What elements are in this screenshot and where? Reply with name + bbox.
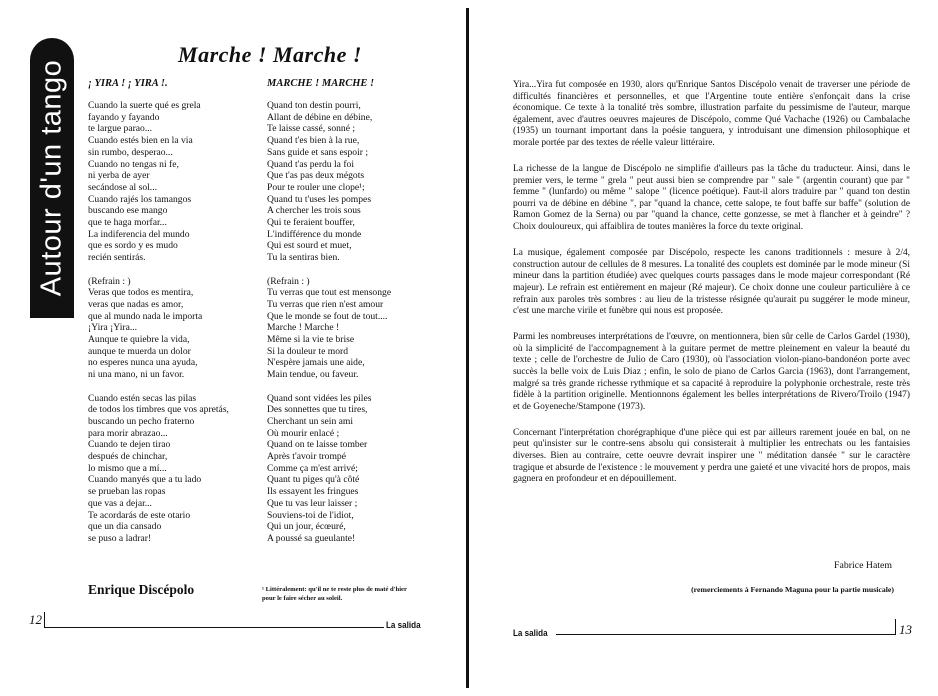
section-tab [30,38,74,318]
poem-line: Cuando te dejen tirao [88,439,171,451]
poem-line: Allant de débine en débine, [267,111,373,123]
poem-line: fayando y fayando [88,111,160,123]
poem-line: Que t'as pas deux mégots [267,170,365,182]
poem-line: Quand ton destin pourri, [267,100,361,111]
poem-line: después de chinchar, [88,451,168,463]
poem-line: Veras que todos es mentira, [88,287,194,299]
poem-line: Pour te rouler une clope¹; [267,181,365,193]
article-text [513,80,910,500]
poem-line: buscando ese mango [88,205,168,217]
right-page [474,0,938,696]
poem-title: Marche ! Marche ! [178,42,362,67]
stanza-gap [267,381,391,393]
poem-line: Qui te feraient bouffer, [267,217,355,229]
article-paragraph: La musique, également composée par Discépolo, respecte les canons traditionnels : mesure à 2/4, construction autour de cellules de 8 mesures. La tonalité des couplets est dominée par le mode mineur (Si mineur dans la partition étudiée) avec quelques courts passages dans le mode majeur correspondant (Ré majeur). Le refrain est entièrement en majeur (Ré majeur). Ce choix donne une couleur particulière à ce refrain aux paroles très sombres : au lieu de la tristesse résignée qu'aurait pu suggérer le mode mineur, c'est une marche virile et funèbre qui nous est proposée. [513,248,910,317]
poem-line: se puso a ladrar! [88,532,152,544]
poem-line: Cuando rajés los tamangos [88,193,192,205]
poem-line: que te haga morfar... [88,217,167,229]
poem-line: Cuando estés bien en la via [88,135,193,147]
poem-line: Tu verras que rien n'est amour [267,298,384,310]
poem-line: sin rumbo, desperao... [88,146,173,158]
footer-rule-right-vertical [895,619,896,635]
section-tab-label: Autour d'un tango [35,59,68,297]
poem-line: de todos los timbres que vos apretás, [88,404,229,416]
poem-line: (Refrain : ) [267,275,310,287]
footer-rule-right [556,634,896,635]
poem-line: Quant tu piges qu'à côté [267,474,360,486]
poem-line: ¡Yira ¡Yira... [88,322,138,334]
poem-line: Cuando no tengas ni fe, [88,158,179,170]
poem-line: Cuando estén secas las pilas [88,392,197,404]
poem-line: lo mismo que a mí... [88,462,167,474]
poem-line: ni una mano, ni un favor. [88,369,185,381]
poem-line: Te acordarás de este otario [88,509,191,521]
poem-line: que es sordo y es mudo [88,240,178,252]
poem-line: Quand t'es bien à la rue, [267,135,360,147]
poem-line: Sans guide et sans espoir ; [267,146,368,158]
poem-line: que vas a dejar... [88,497,152,509]
poem-line: no esperes nunca una ayuda, [88,357,198,369]
footer-rule-left [44,627,384,628]
poem-line: Quand on te laisse tomber [267,439,368,451]
poem-line: Que tu vas leur laisser ; [267,497,358,509]
article-paragraph: La richesse de la langue de Discépolo ne simplifie d'ailleurs pas la tâche du traducteur. Ainsi, dans le premier vers, le terme " grela " peut aussi bien se comprendre par " sale " (argentin courant) que par " femme " (lunfardo) ou même " salope " (licence poétique). Faut-il alors traduire par " quand ton destin pourri va de débine en débine ", par "quand la chance, cette salope, te fout baffe sur baffe" (solution de Ramon Gomez de la Serna) ou par "quand la chance, cette gonzesse, se met à flancher et à geindre" ? Choix douloureux, qui affaiblira de toutes manières la force du texte original. [513,164,910,233]
poem-line: A poussé sa gueulante! [267,532,356,544]
poem-line: Quand t'as perdu la foi [267,158,354,170]
poem-line: Cuando la suerte qué es grela [88,100,201,111]
poem-line: La indiferencia del mundo [88,228,190,240]
poem-line: Ils essayent les fringues [267,486,359,498]
poem-line: ni yerba de ayer [88,170,150,182]
stanza-gap [88,264,229,276]
poem-line: Quand tu t'uses les pompes [267,193,372,205]
spanish-lyrics [88,100,229,545]
acknowledgement: (remerciements à Fernando Maguna pour la partie musicale) [691,585,894,594]
poem-line: veras que nadas es amor, [88,298,184,310]
poem-line: Main tendue, ou faveur. [267,369,359,381]
poem-line: se prueban las ropas [88,486,166,498]
poem-line: Après t'avoir trompé [267,451,346,463]
poem-line: N'espère jamais une aide, [267,357,365,369]
stanza-gap [88,381,229,393]
poem-line: Comme ça m'est arrivé; [267,462,358,474]
article-paragraph: Yira...Yira fut composée en 1930, alors qu'Enrique Santos Discépolo venait de traverser une période de difficultés financières et personnelles, et que l'Argentine toute entière s'enfonçait dans la crise économique. Ce texte à la tonalité très sombre, illustration parfaite du pessimisme de l'auteur, marque également, avec d'autres oeuvres majeures de Discépolo, comme Qué Vachache (1926) ou Cambalache (1935) un tournant important dans la poésie tanguera, y introduisant une dimension philosophique et morale portée par des textes de réelle valeur littéraire. [513,80,910,148]
footer-rule-left-vertical [44,612,45,628]
poem-line: que un dia cansado [88,521,162,533]
poem-line: (Refrain : ) [88,275,131,287]
poem-line: Des sonnettes que tu tires, [267,404,368,416]
french-heading: MARCHE ! MARCHE ! [267,78,375,89]
poem-line: te largue parao... [88,123,153,135]
poem-line: Qui un jour, écœuré, [267,521,346,533]
poem-line: Cuando manyés que a tu lado [88,474,202,486]
french-lyrics [267,100,391,545]
poem-line: L'indifférence du monde [267,228,362,240]
article-paragraph: Parmi les nombreuses interprétations de l'œuvre, on mentionnera, bien sûr celle de Carlos Gardel (1930), où la simplicité de l'accompagnement à la guitare permet de mettre pleinement en valeur la beauté du texte ; celle de l'orchestre de Julio de Caro (1930), où l'association violon-piano-bandonéon porte avec succès la belle voix de Luis Diaz ; enfin, le solo de piano de Carlos Garcia (1963), dont l'arrangement, malgré sa très grande richesse rythmique et sa capacité à reproduire la polyphonie orchestrale, reste très fidèle à la partition originelle. Mentionnons également les belles interprétations de Rivero/Troilo (1947) et de Goyeneche/Stampone (1973). [513,332,910,412]
article-paragraph: Concernant l'interprétation chorégraphique d'une pièce qui est par ailleurs rarement jouée en bal, on ne peut qu'insister sur le contre-sens absolu qui consisterait à multiplier les entrechats ou les fantaisies diverses. Bien au contraire, cette oeuvre devrait inspirer une " méditation dansée " sur le caractère tragique et absurde de l'existence : le mouvement y perdra une gaieté et une vivacité hors de propos, mais gagnera en profondeur et en dépouillement. [513,427,910,485]
poem-line: Où mourir enlacé ; [267,427,340,439]
signature: Fabrice Hatem [834,560,892,571]
book-spine [466,8,469,688]
poem-line: Quand sont vidées les piles [267,392,372,404]
poem-line: Qui est sourd et muet, [267,240,352,252]
page-number-left: 12 [29,612,42,627]
poem-line: buscando un pecho fraterno [88,415,195,427]
author-name: Enrique Discépolo [88,582,195,597]
footnote: ¹ Littéralement: qu'il ne te reste plus de maté d'hier pour le faire sécher au soleil. [262,586,407,602]
poem-line: Même si la vie te brise [267,334,355,346]
spanish-heading: ¡ YIRA ! ¡ YIRA !. [88,78,168,89]
poem-line: Tu la sentiras bien. [267,252,340,264]
poem-line: Aunque te quiebre la vida, [88,334,190,346]
poem-line: secándose al sol... [88,181,158,193]
footer-brand-left: La salida [386,620,421,631]
poem-line: Cherchant un sein ami [267,415,354,427]
poem-line: Tu verras que tout est mensonge [267,287,392,299]
poem-line: que al mundo nada le importa [88,310,203,322]
poem-line: para morir abrazao... [88,427,168,439]
poem-line: Marche ! Marche ! [267,322,340,334]
poem-line: Souviens-toi de l'idiot, [267,509,354,521]
poem-line: aunque te muerda un dolor [88,345,191,357]
left-page [0,0,464,696]
stanza-gap [267,264,391,276]
footer-brand-right: La salida [513,628,548,639]
poem-line: Te laisse cassé, sonné ; [267,123,356,135]
poem-line: A chercher les trois sous [267,205,361,217]
page-number-right: 13 [899,622,912,637]
poem-line: recién sentirás. [88,252,146,264]
poem-line: Si la douleur te mord [267,345,348,357]
poem-line: Que le monde se fout de tout.... [267,310,388,322]
